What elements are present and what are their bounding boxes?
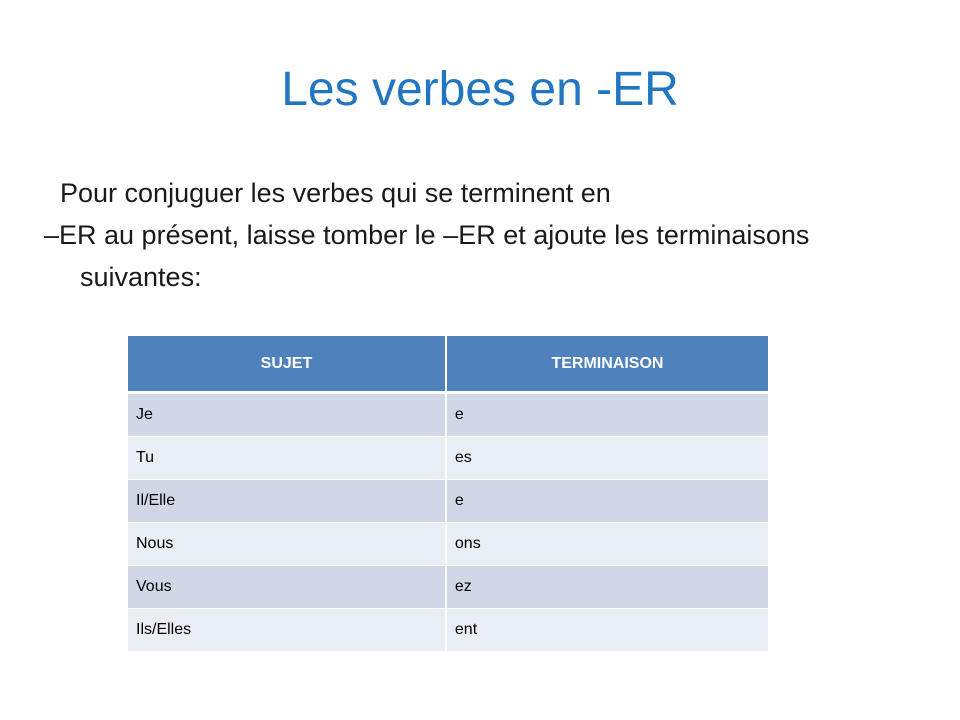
conjugation-table-wrapper	[128, 336, 768, 652]
table-row	[128, 523, 768, 566]
cell-sujet: Nous	[128, 523, 446, 566]
table-row	[128, 480, 768, 523]
cell-terminaison: e	[446, 393, 768, 437]
cell-sujet: Vous	[128, 566, 446, 609]
header-sujet: SUJET	[128, 336, 446, 393]
slide-body	[44, 172, 928, 298]
cell-sujet: Ils/Elles	[128, 609, 446, 652]
body-line-2: –ER au présent, laisse tomber le –ER et ajoute les terminaisons suivantes:	[44, 220, 810, 292]
cell-sujet: Je	[128, 393, 446, 437]
conjugation-table	[128, 336, 768, 652]
table-header-row	[128, 336, 768, 393]
cell-terminaison: ons	[446, 523, 768, 566]
cell-terminaison: es	[446, 437, 768, 480]
cell-terminaison: ent	[446, 609, 768, 652]
header-terminaison: TERMINAISON	[446, 336, 768, 393]
cell-terminaison: ez	[446, 566, 768, 609]
slide-title: Les verbes en -ER	[281, 63, 679, 116]
table-row	[128, 609, 768, 652]
cell-sujet: Il/Elle	[128, 480, 446, 523]
table-row	[128, 566, 768, 609]
cell-terminaison: e	[446, 480, 768, 523]
table-row	[128, 393, 768, 437]
cell-sujet: Tu	[128, 437, 446, 480]
body-line-1: Pour conjuguer les verbes qui se terminent en	[60, 178, 611, 208]
table-row	[128, 437, 768, 480]
